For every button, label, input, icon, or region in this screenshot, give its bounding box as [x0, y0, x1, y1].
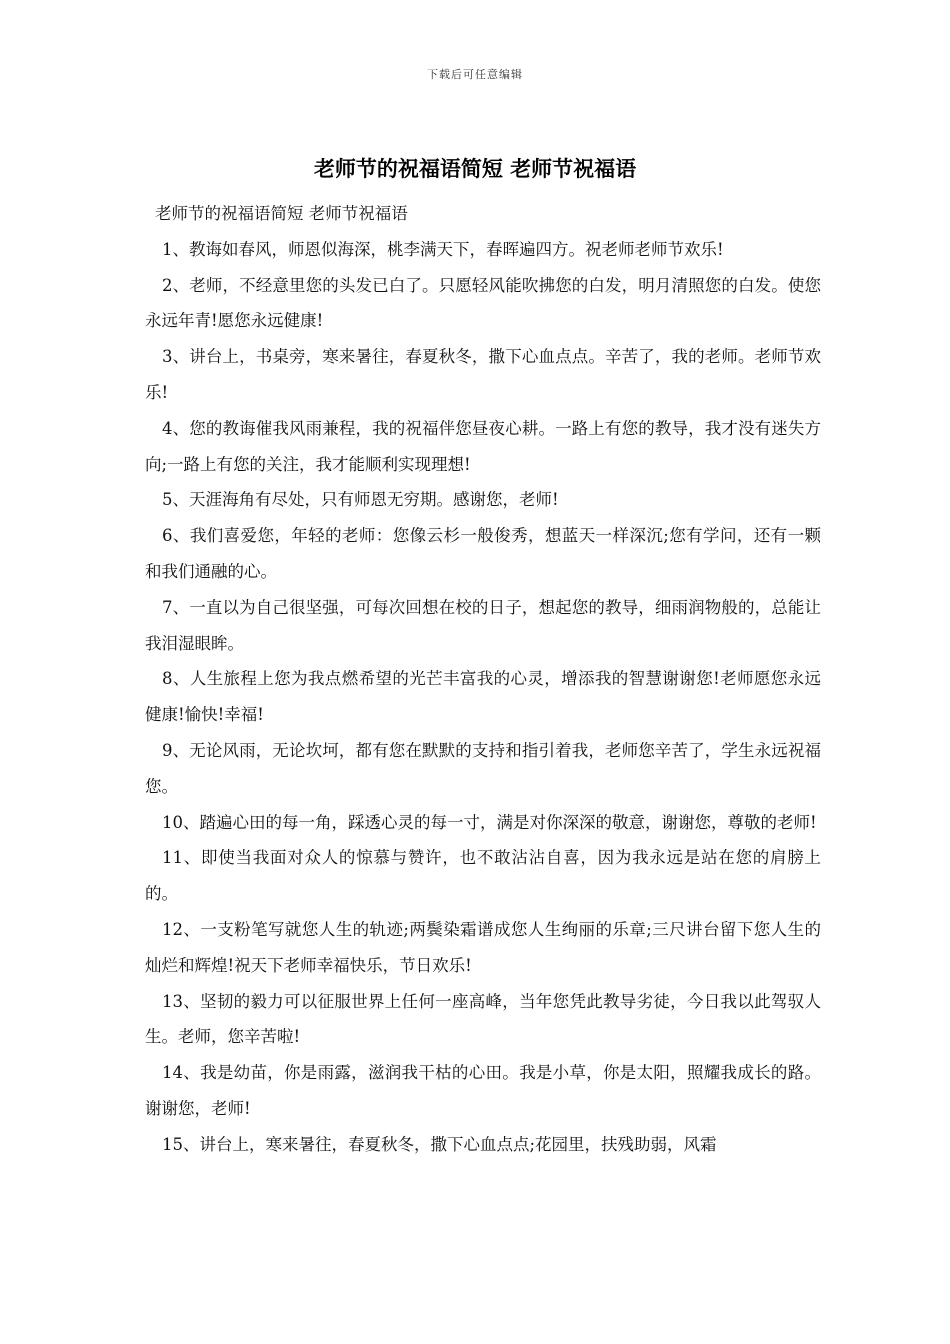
blessing-paragraph: 9、无论风雨，无论坎坷，都有您在默默的支持和指引着我，老师您辛苦了，学生永远祝福您。: [145, 740, 821, 796]
blessing-paragraph: 10、踏遍心田的每一角，踩透心灵的每一寸，满是对你深深的敬意，谢谢您，尊敬的老师!: [162, 812, 817, 832]
blessing-paragraph: 12、一支粉笔写就您人生的轨迹;两鬓染霜谱成您人生绚丽的乐章;三尺讲台留下您人生的灿烂和辉煌!祝天下老师幸福快乐，节日欢乐!: [145, 919, 821, 975]
blessing-paragraph: 13、坚韧的毅力可以征服世界上任何一座高峰，当年您凭此教导劣徒，今日我以此驾驭人生。老师，您辛苦啦!: [145, 991, 821, 1047]
blessing-paragraph: 7、一直以为自己很坚强，可每次回想在校的日子，想起您的教导，细雨润物般的，总能让我泪湿眼眸。: [145, 597, 821, 653]
blessing-paragraph: 1、教诲如春风，师恩似海深，桃李满天下，春晖遍四方。祝老师老师节欢乐!: [162, 239, 724, 259]
blessing-paragraph: 15、讲台上，寒来暑往，春夏秋冬，撒下心血点点;花园里，扶残助弱，风霜: [162, 1134, 717, 1154]
document-body: [145, 196, 821, 1163]
blessing-paragraph: 8、人生旅程上您为我点燃希望的光芒丰富我的心灵，增添我的智慧谢谢您!老师愿您永远健康!愉快!幸福!: [145, 669, 821, 725]
document-subtitle: 老师节的祝福语简短 老师节祝福语: [155, 204, 408, 223]
blessing-paragraph: 4、您的教诲催我风雨兼程，我的祝福伴您昼夜心耕。一路上有您的教导，我才没有迷失方向;一路上有您的关注，我才能顺利实现理想!: [145, 418, 821, 474]
blessing-paragraph: 5、天涯海角有尽处，只有师恩无穷期。感谢您，老师!: [162, 490, 559, 510]
blessing-paragraph: 2、老师，不经意里您的头发已白了。只愿轻风能吹拂您的白发，明月清照您的白发。使您永远年青!愿您永远健康!: [145, 275, 821, 331]
header-note: 下载后可任意编辑: [427, 68, 523, 81]
blessing-paragraph: 14、我是幼苗，你是雨露，滋润我干枯的心田。我是小草，你是太阳，照耀我成长的路。谢谢您，老师!: [145, 1063, 821, 1118]
document-title: 老师节的祝福语简短 老师节祝福语: [313, 156, 637, 181]
blessing-paragraph: 11、即使当我面对众人的惊慕与赞许，也不敢沾沾自喜，因为我永远是站在您的肩膀上的。: [145, 848, 821, 904]
blessing-paragraph: 6、我们喜爱您，年轻的老师：您像云杉一般俊秀，想蓝天一样深沉;您有学问，还有一颗和我们通融的心。: [145, 526, 821, 581]
blessing-paragraph: 3、讲台上，书桌旁，寒来暑往，春夏秋冬，撒下心血点点。辛苦了，我的老师。老师节欢乐!: [145, 347, 821, 402]
